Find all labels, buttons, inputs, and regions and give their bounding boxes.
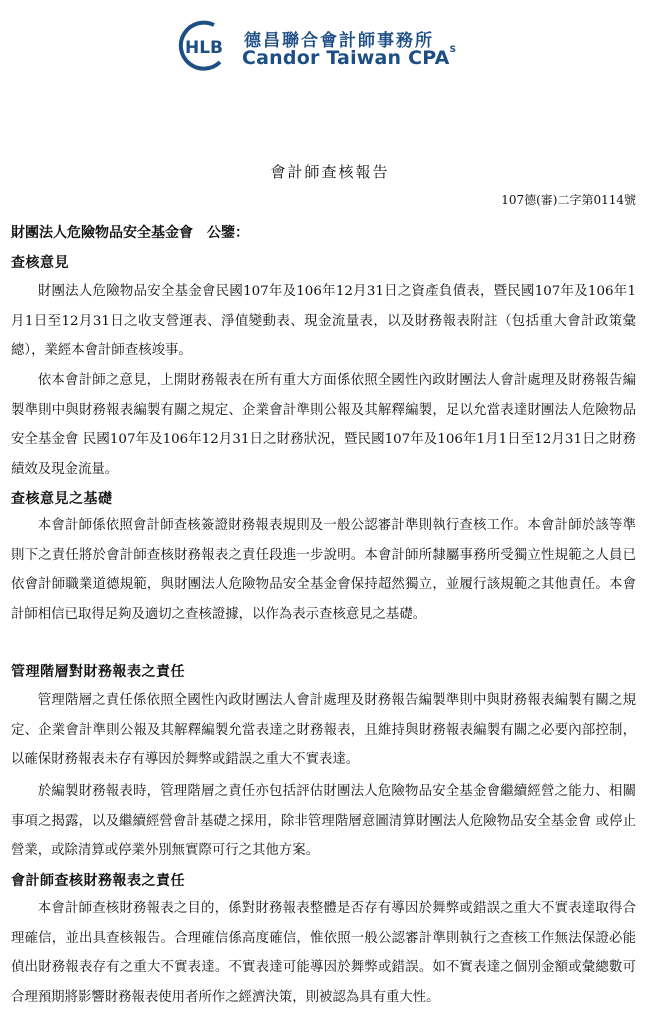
logo-mark: HLB: [184, 38, 224, 58]
section-heading-opinion: 查核意見: [11, 255, 69, 271]
opinion-paragraph-1: 財團法人危險物品安全基金會民國107年及106年12月31日之資產負債表，暨民國107年及106年1月1日至12月31日之收支營運表、淨值變動表、現金流量表，以及財務報表附註（包括重大會計政策彙總），業經本會計師查核竣事。: [11, 284, 636, 358]
management-paragraph-1: 管理階層之責任係依照全國性內政財團法人會計處理及財務報告編製準則中與財務報表編製有關之規定、企業會計準則公報及其解釋編製允當表達之財務報表，且維持與財務報表編製有關之必要內部控制，以確保財務報表未存有導因於舞弊或錯誤之重大不實表達。: [11, 693, 636, 767]
opinion-paragraph-2: 依本會計師之意見，上開財務報表在所有重大方面係依照全國性內政財團法人會計處理及財務報告編製準則中與財務報表編製有關之規定、企業會計準則公報及其解釋編製，足以允當表達財團法人危險物品安全基金會 民國107年及106年12月31日之財務狀況，暨民國107年及106年1月1日至12月31日之財務績效及現金流量。: [11, 373, 636, 477]
hlb-logo-icon: [174, 20, 234, 72]
management-paragraph-2: 於編製財務報表時，管理階層之責任亦包括評估財團法人危險物品安全基金會繼續經營之能力、相關事項之揭露，以及繼續經營會計基礎之採用，除非管理階層意圖清算財團法人危險物品安全基金會 或停止營業，或除清算或停業外別無實際可行之其他方案。: [11, 784, 636, 858]
section-heading-basis: 查核意見之基礎: [11, 491, 113, 507]
section-heading-management-responsibility: 管理階層對財務報表之責任: [11, 664, 185, 680]
firm-logo: [174, 20, 464, 78]
firm-name-en-sup: S: [449, 45, 457, 55]
report-title: 會計師查核報告: [270, 163, 390, 181]
report-addressee: 財團法人危險物品安全基金會 公鑒：: [11, 225, 249, 241]
firm-name-zh: 德昌聯合會計師事務所: [244, 31, 434, 51]
firm-name-en: [242, 47, 456, 69]
auditor-paragraph-1: 本會計師查核財務報表之目的，係對財務報表整體是否存有導因於舞弊或錯誤之重大不實表達取得合理確信，並出具查核報告。合理確信係高度確信，惟依照一般公認審計準則執行之查核工作無法保證必能偵出財務報表存有之重大不實表達。不實表達可能導因於舞弊或錯誤。如不實表達之個別金額或彙總數可合理預期將影響財務報表使用者所作之經濟決策，則被認為具有重大性。: [11, 901, 636, 1005]
report-reference-number: 107德(審)二字第0114號: [501, 193, 636, 207]
section-heading-auditor-responsibility: 會計師查核財務報表之責任: [11, 873, 185, 889]
firm-name-en-text: Candor Taiwan CPA: [242, 47, 450, 69]
basis-paragraph-1: 本會計師係依照會計師查核簽證財務報表規則及一般公認審計準則執行查核工作。本會計師於該等準則下之責任將於會計師查核財務報表之責任段進一步說明。本會計師所隸屬事務所受獨立性規範之人員已依會計師職業道德規範，與財團法人危險物品安全基金會保持超然獨立，並履行該規範之其他責任。本會計師相信已取得足夠及適切之查核證據，以作為表示查核意見之基礎。: [11, 518, 636, 622]
